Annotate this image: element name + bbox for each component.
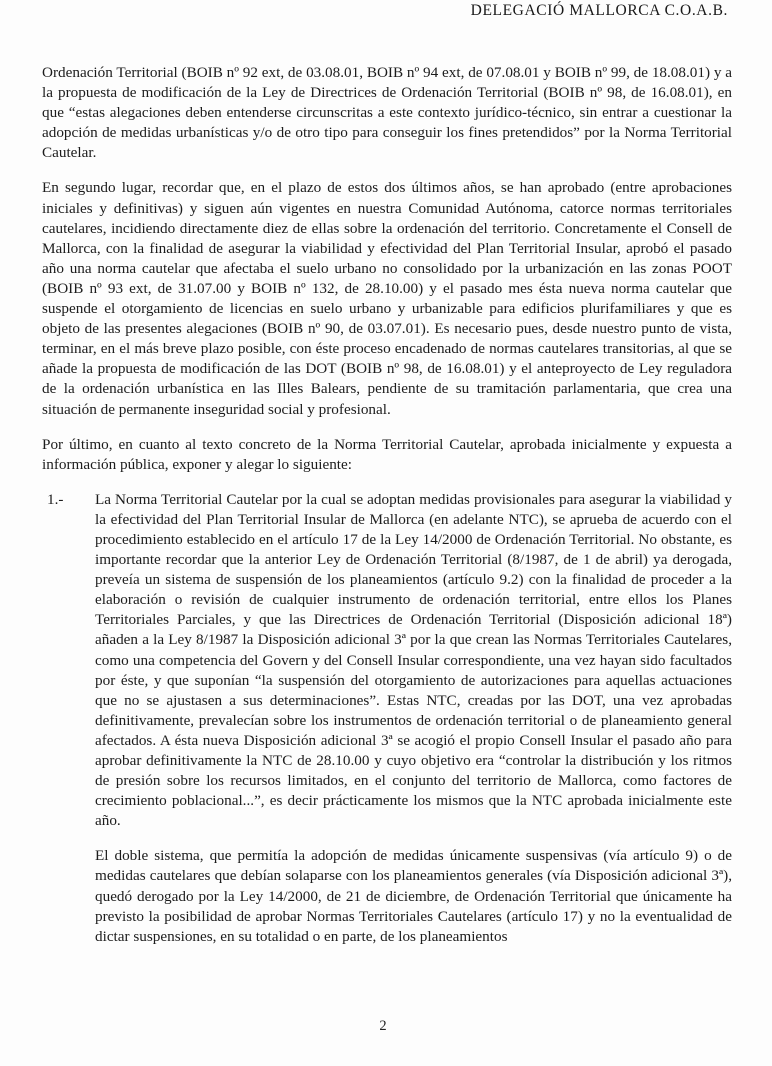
list-item-1-continuation-text: El doble sistema, que permitía la adopción de medidas únicamente suspensivas (vía artículo 9) o de medidas cautelares que debían solaparse con los planeamientos generales (vía Disposición adicional 3ª), quedó derogado por la Ley 14/2000, de 21 de diciembre, de Ordenación Territorial que únicamente ha previsto la posibilidad de aprobar Normas Territoriales Cautelares (artículo 17) y no la eventualidad de dictar suspensiones, en su totalidad o en parte, de los planeamientos [95, 847, 732, 945]
list-item-1-marker: 1.- [47, 490, 64, 508]
document-body [42, 63, 732, 962]
list-item-1-body-container [95, 490, 732, 962]
list-item-1-text: La Norma Territorial Cautelar por la cual se adoptan medidas provisionales para asegurar la viabilidad y la efectividad del Plan Territorial Insular de Mallorca (en adelante NTC), se aprueba de acuerdo con el procedimiento establecido en el artículo 17 de la Ley 14/2000 de Ordenación Territorial. No obstante, es importante recordar que la anterior Ley de Ordenación Territorial (8/1987, de 1 de abril) ya derogada, preveía un sistema de suspensión de los planeamientos (artículo 9.2) con la finalidad de proceder a la elaboración o revisión de cualquier instrumento de ordenación territorial, entre ellos los Planes Territoriales Parciales, y que las Directrices de Ordenación Territorial (Disposición adicional 18ª) añaden a la Ley 8/1987 la Disposición adicional 3ª por la que crean las Normas Territoriales Cautelares, como una competencia del Govern y del Consell Insular correspondiente, una vez hayan sido facultados por éste, y que suponían “la suspensión del otorgamiento de autorizaciones para aquellas actuaciones que no se ajustasen a sus determinaciones”. Estas NTC, creadas por las DOT, una vez aprobadas definitivamente, prevalecían sobre los instrumentos de ordenación territorial o de planeamiento general afectados. A ésta nueva Disposición adicional 3ª se acogió el propio Consell Insular el pasado año para aprobar definitivamente la NTC de 28.10.00 y cuyo objetivo era “controlar la distribución y los ritmos de presión sobre los recursos limitados, en el conjunto del territorio de Mallorca, como factores de crecimiento poblacional...”, es decir prácticamente los mismos que la NTC aprobada inicialmente este año. [95, 490, 732, 830]
page-number: 2 [379, 1018, 387, 1034]
paragraph-ordenacion-territorial: Ordenación Territorial (BOIB nº 92 ext, de 03.08.01, BOIB nº 94 ext, de 07.08.01 y BOIB nº 99, de 18.08.01) y a la propuesta de modificación de la Ley de Directrices de Ordenación Territorial (BOIB nº 98, de 16.08.01), en que “estas alegaciones deben entenderse circunscritas a este contexto jurídico-técnico, sin entrar a cuestionar la adopción de medidas urbanísticas y/o de otro tipo para conseguir los fines pretendidos” por la Norma Territorial Cautelar. [42, 64, 732, 162]
paragraph-por-ultimo: Por último, en cuanto al texto concreto de la Norma Territorial Cautelar, aprobada inicialmente y expuesta a información pública, exponer y alegar lo siguiente: [42, 435, 732, 473]
list-item-1 [42, 490, 732, 962]
paragraph-en-segundo-lugar: En segundo lugar, recordar que, en el plazo de estos dos últimos años, se han aprobado (entre aprobaciones iniciales y definitivas) y siguen aún vigentes en nuestra Comunidad Autónoma, catorce normas territoriales cautelares, incidiendo directamente diez de ellas sobre la ordenación del territorio. Concretamente el Consell de Mallorca, con la finalidad de asegurar la viabilidad y efectividad del Plan Territorial Insular, aprobó el pasado año una norma cautelar que afectaba el suelo urbano no consolidado por la urbanización en las zonas POOT (BOIB nº 93 ext, de 31.07.00 y BOIB nº 132, de 28.10.00) y el pasado mes ésta nueva norma cautelar que suspende el otorgamiento de licencias en suelo urbano y urbanizable para edificios plurifamiliares y que es objeto de las presentes alegaciones (BOIB nº 90, de 03.07.01). Es necesario pues, desde nuestro punto de vista, terminar, en el más breve plazo posible, con éste proceso encadenado de normas cautelares transitorias, al que se añade la propuesta de modificación de las DOT (BOIB nº 98, de 16.08.01) y el anteproyecto de Ley reguladora de la ordenación urbanística en las Illes Balears, pendiente de su tramitación parlamentaria, que crea una situación de permanente inseguridad social y profesional. [42, 179, 732, 418]
document-header: DELEGACIÓ MALLORCA C.O.A.B. [470, 2, 728, 19]
